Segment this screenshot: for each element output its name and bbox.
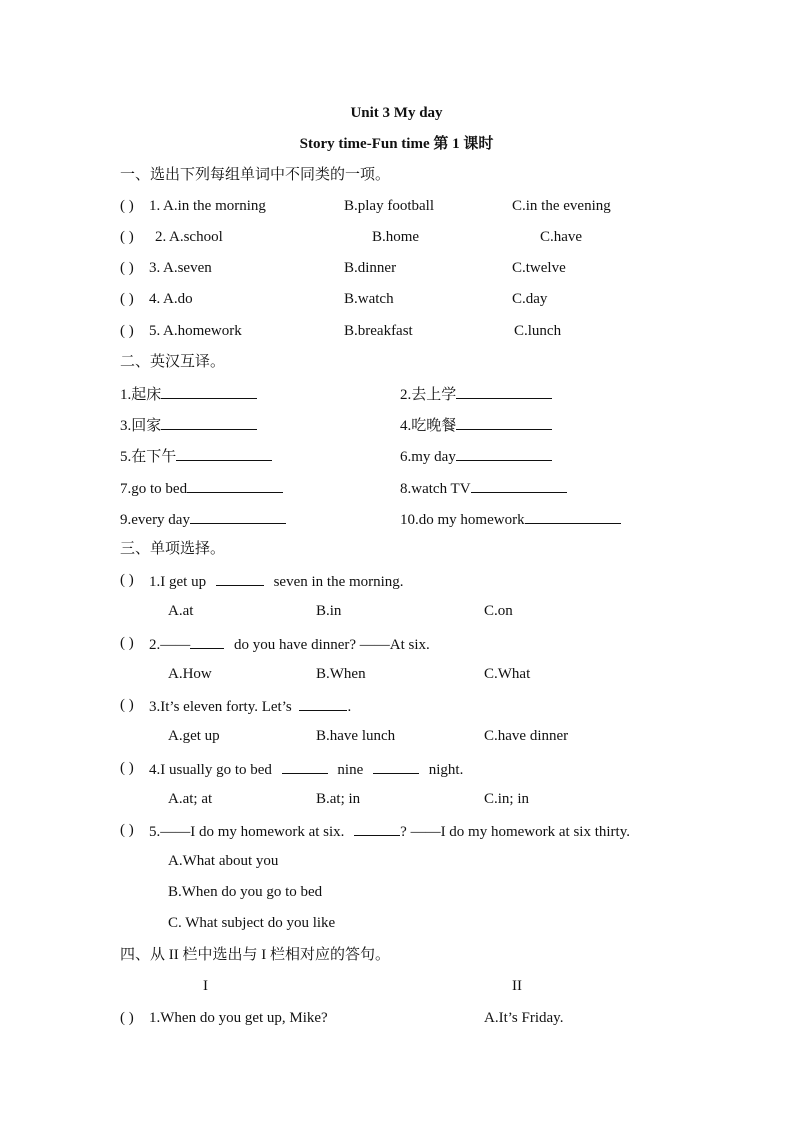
translate-item-9 bbox=[120, 509, 286, 529]
question-stem-end: . bbox=[347, 699, 352, 715]
option-a: A.get up bbox=[168, 728, 220, 744]
option-b: B.breakfast bbox=[344, 323, 413, 339]
translate-item-6 bbox=[400, 446, 552, 466]
answer-paren[interactable]: ( ) bbox=[120, 291, 134, 307]
option-a: A.in the morning bbox=[163, 198, 266, 214]
blank-line[interactable] bbox=[354, 821, 400, 836]
question-text bbox=[149, 696, 351, 716]
option-c: C. What subject do you like bbox=[168, 915, 336, 931]
option-b: B.in bbox=[316, 603, 342, 619]
section4-heading: 四、从 II 栏中选出与 I 栏相对应的答句。 bbox=[120, 947, 390, 963]
answer-paren[interactable]: ( ) bbox=[120, 635, 134, 651]
answer-paren[interactable]: ( ) bbox=[120, 697, 134, 713]
section1-heading: 一、选出下列每组单词中不同类的一项。 bbox=[120, 167, 391, 183]
answer-line[interactable] bbox=[190, 509, 286, 524]
option-a: A.school bbox=[169, 229, 223, 245]
blank-line[interactable] bbox=[373, 759, 419, 774]
answer-paren[interactable]: ( ) bbox=[120, 198, 134, 214]
option-c: C.What bbox=[484, 666, 531, 682]
match-answer: A.It’s Friday. bbox=[484, 1010, 564, 1026]
question-stem-end: seven in the morning. bbox=[273, 574, 404, 590]
page-title: Unit 3 My day bbox=[350, 105, 443, 121]
blank-line[interactable] bbox=[216, 571, 264, 586]
question-stem-end: night. bbox=[428, 762, 464, 778]
match-question: 1.When do you get up, Mike? bbox=[149, 1010, 328, 1026]
option-c: C.day bbox=[512, 291, 548, 307]
option-a: A.do bbox=[163, 291, 193, 307]
answer-line[interactable] bbox=[187, 478, 283, 493]
question-stem: 5.——I do my homework at six. bbox=[149, 824, 345, 840]
answer-line[interactable] bbox=[456, 446, 552, 461]
item-number: 4. bbox=[149, 291, 161, 307]
question-stem: 3.It’s eleven forty. Let’s bbox=[149, 699, 292, 715]
answer-line[interactable] bbox=[456, 384, 552, 399]
option-c: C.on bbox=[484, 603, 513, 619]
option-b: B.When bbox=[316, 666, 366, 682]
option-b: B.play football bbox=[344, 198, 434, 214]
answer-paren[interactable]: ( ) bbox=[120, 1010, 134, 1026]
question-stem: 1.I get up bbox=[149, 574, 207, 590]
translate-prompt: 10.do my homework bbox=[400, 512, 525, 528]
item-number: 5. bbox=[149, 323, 161, 339]
question-text bbox=[149, 634, 430, 654]
option-c: C.have dinner bbox=[484, 728, 569, 744]
option-c: C.have bbox=[540, 229, 583, 245]
translate-item-1 bbox=[120, 384, 257, 404]
translate-item-7 bbox=[120, 478, 283, 498]
option-b: B.watch bbox=[344, 291, 394, 307]
translate-prompt: 7.go to bed bbox=[120, 481, 188, 497]
answer-paren[interactable]: ( ) bbox=[120, 229, 134, 245]
option-b: B.at; in bbox=[316, 791, 361, 807]
answer-line[interactable] bbox=[161, 415, 257, 430]
translate-item-2 bbox=[400, 384, 552, 404]
answer-line[interactable] bbox=[161, 384, 257, 399]
column-header-i: I bbox=[203, 978, 208, 994]
section3-heading: 三、单项选择。 bbox=[120, 541, 226, 557]
question-stem-end: ? ——I do my homework at six thirty. bbox=[400, 824, 630, 840]
option-a: A.What about you bbox=[168, 853, 279, 869]
translate-prompt: 8.watch TV bbox=[400, 481, 471, 497]
option-a: A.at; at bbox=[168, 791, 213, 807]
translate-prompt: 9.every day bbox=[120, 512, 190, 528]
translate-prompt: 4.吃晚餐 bbox=[400, 418, 457, 434]
question-stem: 4.I usually go to bed bbox=[149, 762, 272, 778]
section2-heading: 二、英汉互译。 bbox=[120, 354, 226, 370]
question-stem: 2.—— bbox=[149, 637, 191, 653]
item-number: 3. bbox=[149, 260, 161, 276]
translate-item-4 bbox=[400, 415, 552, 435]
answer-line[interactable] bbox=[456, 415, 552, 430]
option-a: A.How bbox=[168, 666, 212, 682]
answer-paren[interactable]: ( ) bbox=[120, 323, 134, 339]
option-c: C.twelve bbox=[512, 260, 566, 276]
option-b: B.When do you go to bed bbox=[168, 884, 323, 900]
option-a: A.homework bbox=[163, 323, 242, 339]
answer-line[interactable] bbox=[525, 509, 621, 524]
item-number: 2. bbox=[155, 229, 167, 245]
item-number: 1. bbox=[149, 198, 161, 214]
translate-prompt: 6.my day bbox=[400, 449, 456, 465]
option-b: B.home bbox=[372, 229, 420, 245]
answer-paren[interactable]: ( ) bbox=[120, 822, 134, 838]
blank-line[interactable] bbox=[282, 759, 328, 774]
page-subtitle: Story time-Fun time 第 1 课时 bbox=[299, 136, 494, 152]
question-text bbox=[149, 759, 463, 779]
translate-prompt: 5.在下午 bbox=[120, 449, 177, 465]
answer-line[interactable] bbox=[176, 446, 272, 461]
option-a: A.at bbox=[168, 603, 194, 619]
translate-prompt: 1.起床 bbox=[120, 387, 162, 403]
option-b: B.have lunch bbox=[316, 728, 396, 744]
option-a: A.seven bbox=[163, 260, 212, 276]
translate-item-5 bbox=[120, 446, 272, 466]
translate-item-8 bbox=[400, 478, 567, 498]
answer-paren[interactable]: ( ) bbox=[120, 572, 134, 588]
option-c: C.in the evening bbox=[512, 198, 611, 214]
answer-paren[interactable]: ( ) bbox=[120, 260, 134, 276]
question-stem-mid: nine bbox=[337, 762, 364, 778]
question-stem-end: do you have dinner? ——At six. bbox=[234, 637, 430, 653]
option-c: C.in; in bbox=[484, 791, 530, 807]
column-header-ii: II bbox=[512, 978, 522, 994]
translate-item-3 bbox=[120, 415, 257, 435]
option-b: B.dinner bbox=[344, 260, 397, 276]
answer-line[interactable] bbox=[471, 478, 567, 493]
translate-prompt: 3.回家 bbox=[120, 418, 162, 434]
question-text bbox=[149, 821, 630, 841]
answer-paren[interactable]: ( ) bbox=[120, 760, 134, 776]
blank-line[interactable] bbox=[190, 634, 224, 649]
option-c: C.lunch bbox=[514, 323, 562, 339]
translate-item-10 bbox=[400, 509, 621, 529]
question-text bbox=[149, 571, 404, 591]
translate-prompt: 2.去上学 bbox=[400, 387, 457, 403]
blank-line[interactable] bbox=[299, 696, 347, 711]
